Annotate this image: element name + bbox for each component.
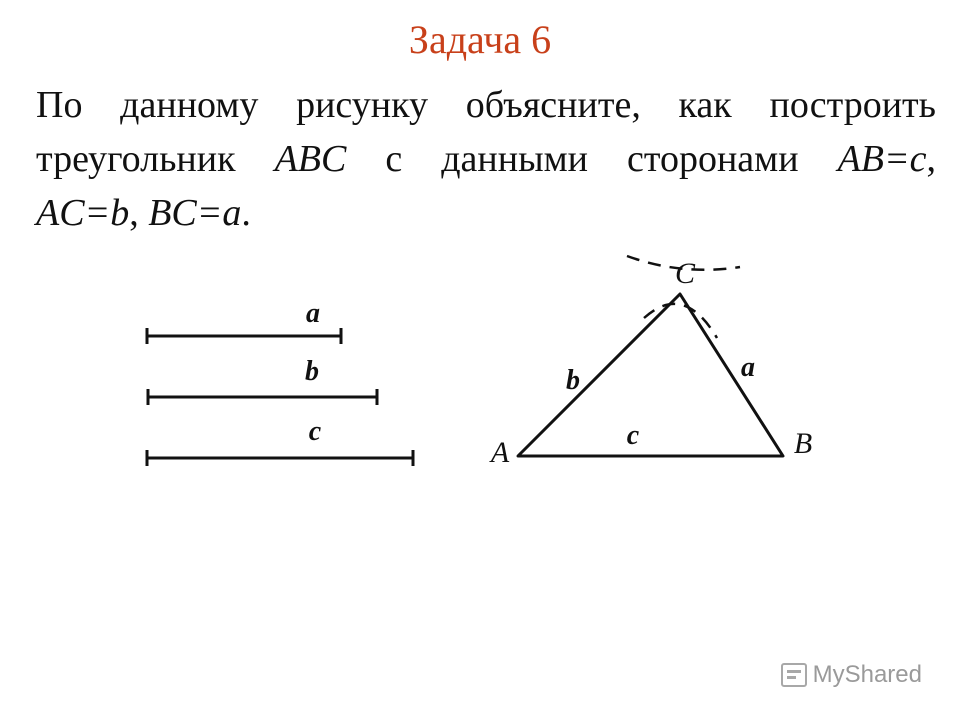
presentation-icon	[781, 663, 807, 687]
segment-b	[148, 389, 377, 405]
vertex-c-label: C	[674, 257, 696, 290]
segment-a-label: a	[306, 298, 320, 329]
triangle-name: ABC	[274, 138, 347, 180]
watermark	[781, 660, 922, 690]
side-bc-label: a	[741, 352, 755, 383]
problem-line-1: По данному рисунку объясните, как построить	[36, 84, 936, 126]
segment-c	[147, 450, 413, 466]
watermark-text: MyShared	[812, 661, 922, 688]
side-ac-equation: AC=b	[36, 192, 130, 234]
vertex-b-label: B	[793, 427, 813, 460]
segment-a	[147, 328, 341, 344]
side-bc-equation: BC=a	[148, 192, 242, 234]
text-segment: с данными сторонами	[346, 138, 838, 180]
slide-title: Задача 6	[408, 17, 552, 62]
punctuation: .	[241, 192, 251, 234]
side-ab-equation: AB=c	[837, 138, 927, 180]
vertex-a-label: A	[490, 436, 510, 469]
punctuation: ,	[926, 138, 936, 180]
text-segment: треугольник	[36, 138, 275, 180]
segment-c-label: c	[308, 416, 322, 447]
side-ac-label: b	[566, 365, 580, 396]
segment-b-label: b	[305, 356, 319, 387]
side-ab-label: c	[626, 420, 640, 451]
punctuation: ,	[129, 192, 149, 234]
